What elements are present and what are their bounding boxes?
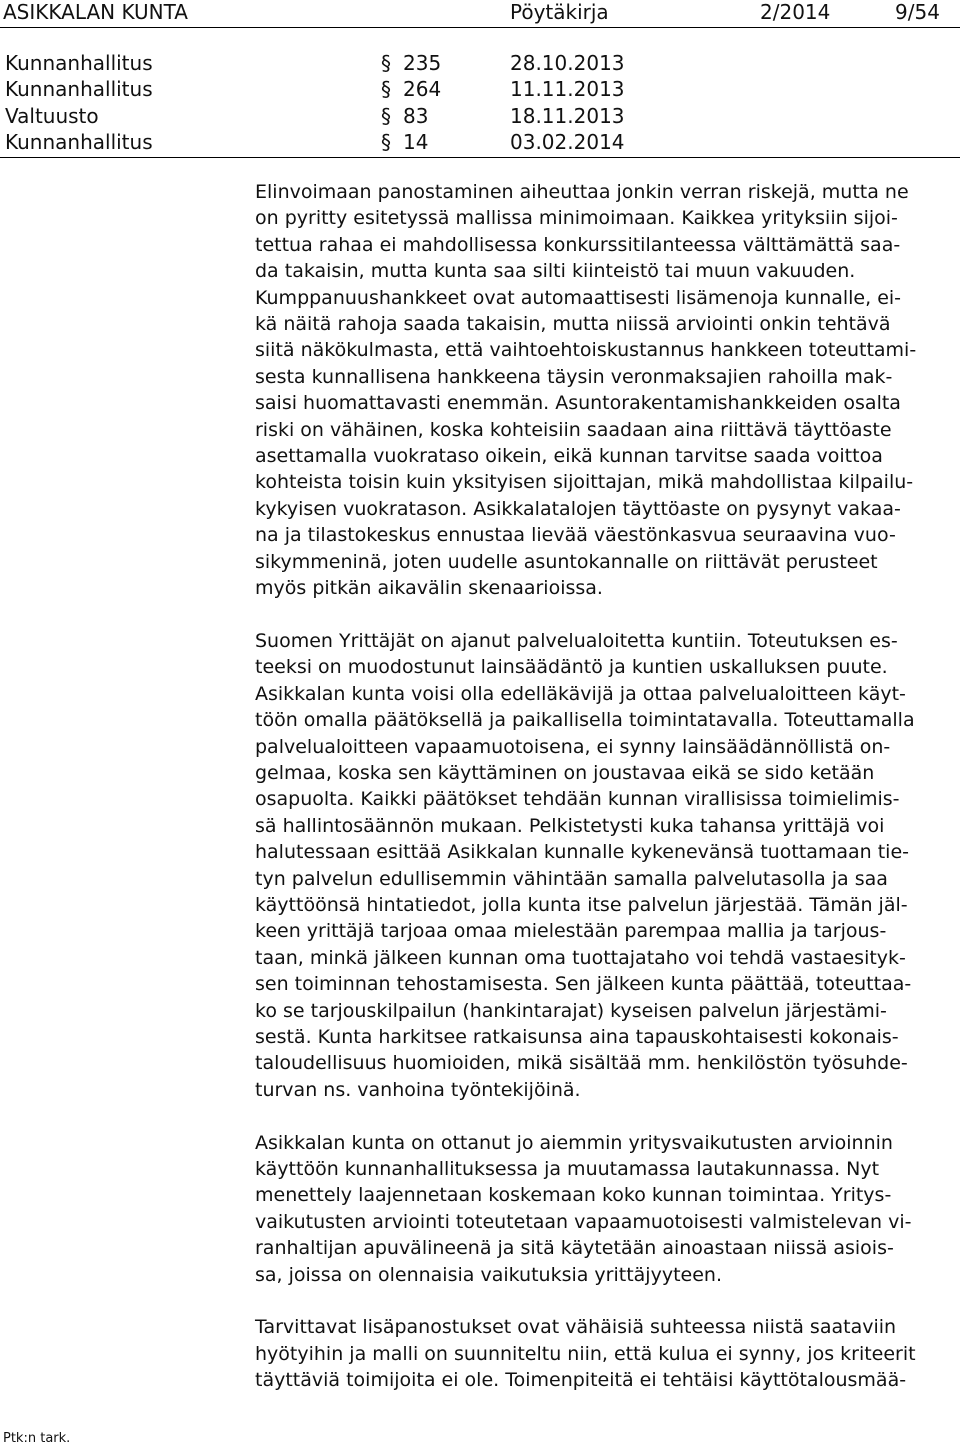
document-header <box>0 0 960 26</box>
text-line: täyttäviä toimijoita ei ole. Toimenpiteitä ei tehtäisi käyttötalousmää- <box>255 1369 907 1392</box>
text-line: vaikutusten arviointi toteutetaan vapaamuotoisesti valmistelevan vi- <box>255 1210 912 1233</box>
section-number: 14 <box>403 130 429 155</box>
meeting-row <box>0 104 960 130</box>
text-line: ranhaltijan apuvälineenä ja sitä käytetään ainoastaan niissä asiois- <box>255 1237 894 1260</box>
text-line: teeksi on muodostunut lainsäädäntö ja kuntien uskalluksen puute. <box>255 656 888 679</box>
text-line: kykyisen vuokratason. Asikkalatalojen täyttöaste on pysynyt vakaa- <box>255 497 901 520</box>
text-line: sa, joissa on olennaisia vaikutuksia yrittäjyyteen. <box>255 1263 722 1286</box>
text-line: Kumppanuushankkeet ovat automaattisesti lisämenoja kunnalle, ei- <box>255 286 902 309</box>
text-line: sikymmeninä, joten uudelle asuntokannalle on riittävät perusteet <box>255 550 878 573</box>
section-sign-icon: § <box>381 103 391 128</box>
paragraph-service-initiative <box>255 628 955 1103</box>
text-line: käyttöönsä hintatiedot, jolla kunta itse palvelun järjestää. Tämän jäl- <box>255 893 908 916</box>
meeting-history-table <box>0 51 960 157</box>
text-line: hyötyihin ja malli on suunniteltu niin, että kulua ei synny, jos kriteerit <box>255 1342 916 1365</box>
table-divider <box>0 157 960 158</box>
paragraph-business-impact <box>255 1130 955 1288</box>
text-line: turvan ns. vanhoina työntekijöinä. <box>255 1078 581 1101</box>
meeting-date: 03.02.2014 <box>510 130 625 155</box>
text-line: asettamalla vuokrataso oikein, eikä kunnan tarvitse saada voittoa <box>255 445 883 468</box>
meeting-date: 28.10.2013 <box>510 51 625 75</box>
text-line: sä hallintosäännön mukaan. Pelkistetysti kuka tahansa yrittäjä voi <box>255 814 885 837</box>
text-line: sen toiminnan tehostamisesta. Sen jälkeen kunta päättää, toteuttaa- <box>255 973 912 996</box>
text-line: halutessaan esittää Asikkalan kunnalle kykenevänsä tuottamaan tie- <box>255 841 910 864</box>
text-line: Asikkalan kunta on ottanut jo aiemmin yritysvaikutusten arvioinnin <box>255 1131 893 1154</box>
header-divider <box>0 27 960 28</box>
meeting-organ: Kunnanhallitus <box>5 51 153 75</box>
meeting-date: 11.11.2013 <box>510 77 625 102</box>
text-line: na ja tilastokeskus ennustaa lievää väestönkasvua seuraavina vuo- <box>255 524 896 547</box>
section-sign-icon: § <box>381 51 391 75</box>
text-line: taan, minkä jälkeen kunnan oma tuottajataho voi tehdä vastaesityk- <box>255 946 906 969</box>
section-number: 83 <box>403 103 429 128</box>
text-line: Suomen Yrittäjät on ajanut palvelualoitetta kuntiin. Toteutuksen es- <box>255 629 898 652</box>
meeting-organ: Kunnanhallitus <box>5 77 153 102</box>
text-line: keen yrittäjä tarjoaa omaa mielestään parempaa mallia ja tarjous- <box>255 920 887 943</box>
section-sign-icon: § <box>381 130 391 155</box>
section-sign-icon: § <box>381 77 391 102</box>
municipality-name: ASIKKALAN KUNTA <box>3 0 188 24</box>
text-line: Tarvittavat lisäpanostukset ovat vähäisiä suhteessa niistä saataviin <box>255 1316 897 1339</box>
text-line: sesta kunnallisena hankkeena täysin veronmaksajien rahoilla mak- <box>255 365 893 388</box>
document-type: Pöytäkirja <box>510 0 609 24</box>
text-line: tyn palvelun edullisemmin vähintään samalla palvelutasolla ja saa <box>255 867 888 890</box>
text-line: riski on vähäinen, koska kohteisiin saadaan aina riittävä täyttöaste <box>255 418 892 441</box>
text-line: Asikkalan kunta voisi olla edelläkävijä ja ottaa palvelualoitteen käyt- <box>255 682 906 705</box>
meeting-date: 18.11.2013 <box>510 103 625 128</box>
text-line: sestä. Kunta harkitsee ratkaisunsa aina tapauskohtaisesti kokonais- <box>255 1025 899 1048</box>
text-line: käyttöön kunnanhallituksessa ja muutamassa lautakunnassa. Nyt <box>255 1158 880 1180</box>
meeting-row <box>0 130 960 156</box>
meeting-row <box>0 77 960 103</box>
paragraph-additional-investment <box>255 1314 955 1393</box>
text-line: on pyritty esitetyssä mallissa minimoimaan. Kaikkea yrityksiin sijoi- <box>255 207 898 230</box>
initials-label: Ptk:n tark. <box>3 1431 71 1446</box>
text-line: kohteista toisin kuin yksityisen sijoittajan, mikä mahdollistaa kilpailu- <box>255 471 914 494</box>
text-line: kä näitä rahoja saada takaisin, mutta niissä arviointi onkin tehtävä <box>255 313 891 336</box>
text-line: siitä näkökulmasta, että vaihtoehtoiskustannus hankkeen toteuttami- <box>255 339 917 362</box>
text-line: taloudellisuus huomioiden, mikä sisältää mm. henkilöstön työsuhde- <box>255 1052 908 1075</box>
meeting-row <box>0 51 960 77</box>
text-line: myös pitkän aikavälin skenaarioissa. <box>255 577 603 600</box>
paragraph-risk-assessment <box>255 179 955 602</box>
text-line: palvelualoitteen vapaamuotoisena, ei synny lainsäädännöllistä on- <box>255 735 891 758</box>
text-line: menettely laajennetaan koskemaan koko kunnan toimintaa. Yritys- <box>255 1184 892 1207</box>
document-number: 2/2014 <box>760 0 831 24</box>
page-number: 9/54 <box>895 0 940 24</box>
body-text <box>255 179 955 1420</box>
meeting-organ: Valtuusto <box>5 103 99 128</box>
meeting-organ: Kunnanhallitus <box>5 130 153 155</box>
text-line: tettua rahaa ei mahdollisessa konkurssitilanteessa välttämättä saa- <box>255 233 901 256</box>
text-line: osapuolta. Kaikki päätökset tehdään kunnan virallisissa toimielimis- <box>255 788 900 811</box>
section-number: 235 <box>403 51 442 75</box>
text-line: ko se tarjouskilpailun (hankintarajat) kyseisen palvelun järjestämi- <box>255 999 887 1022</box>
text-line: töön omalla päätöksellä ja paikallisella toimintatavalla. Toteuttamalla <box>255 709 915 732</box>
section-number: 264 <box>403 77 442 102</box>
text-line: saisi huomattavasti enemmän. Asuntorakentamishankkeiden osalta <box>255 392 901 415</box>
text-line: da takaisin, mutta kunta saa silti kiinteistö tai muun vakuuden. <box>255 260 856 283</box>
text-line: Elinvoimaan panostaminen aiheuttaa jonkin verran riskejä, mutta ne <box>255 181 909 203</box>
text-line: gelmaa, koska sen käyttäminen on joustavaa eikä se sido ketään <box>255 761 875 784</box>
